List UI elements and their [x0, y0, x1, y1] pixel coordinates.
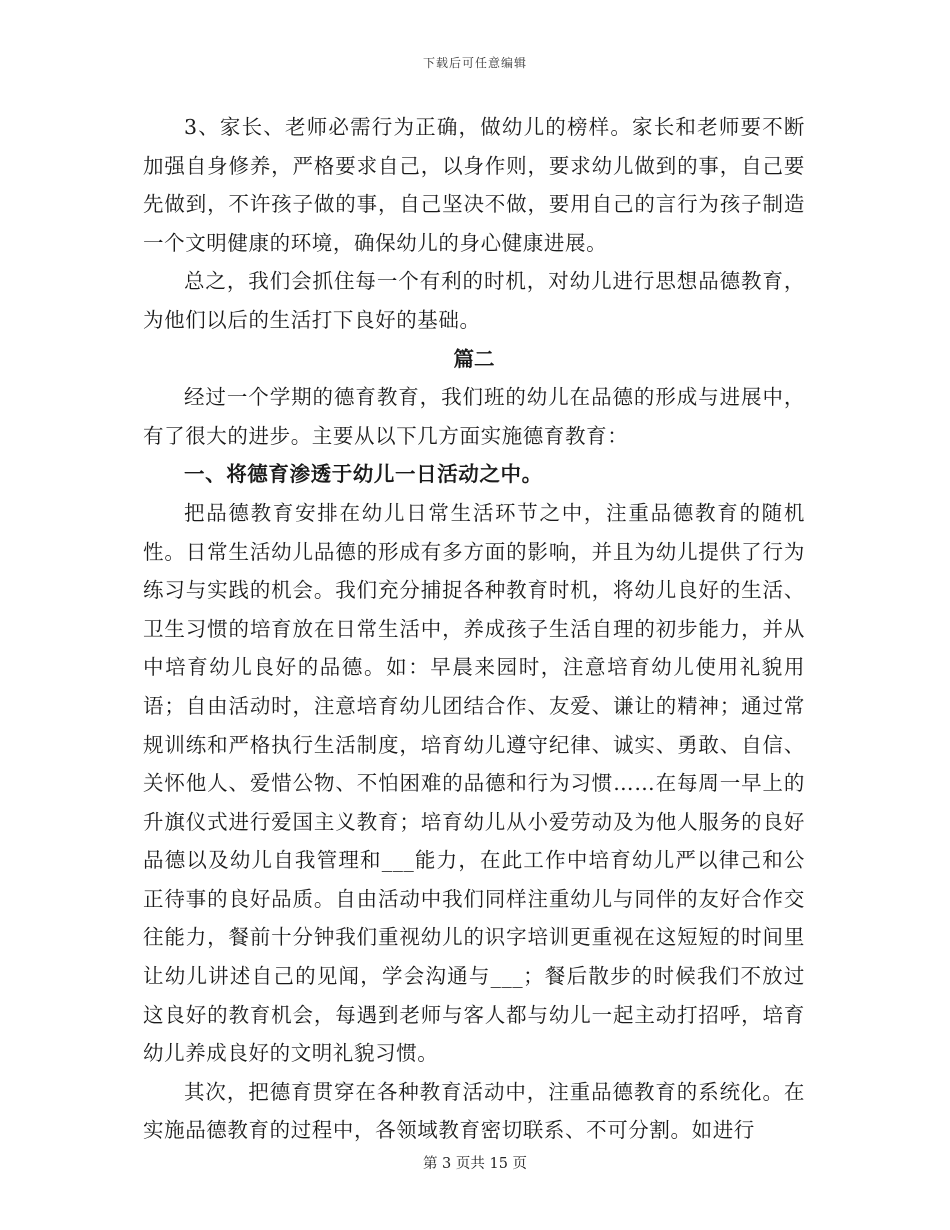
section-title: 篇二	[453, 346, 495, 371]
paragraph-education-activities: 其次，把德育贯穿在各种教育活动中，注重品德教育的系统化。在实施品德教育的过程中，各领域教育密切联系、不可分割。如进行	[143, 1079, 805, 1143]
subheading-daily-activities: 一、将德育渗透于幼儿一日活动之中。	[184, 462, 543, 487]
paragraph-daily-life-education: 把品德教育安排在幼儿日常生活环节之中，注重品德教育的随机性。日常生活幼儿品德的形成有多方面的影响，并且为幼儿提供了行为练习与实践的机会。我们充分捕捉各种教育时机，将幼儿良好的生活、卫生习惯的培育放在日常生活中，养成孩子生活自理的初步能力，并从中培育幼儿良好的品德。如：早晨来园时，注意培育幼儿使用礼貌用语；自由活动时，注意培育幼儿团结合作、友爱、谦让的精神；通过常规训练和严格执行生活制度，培育幼儿遵守纪律、诚实、勇敢、自信、关怀他人、爱惜公物、不怕困难的品德和行为习惯……在每周一早上的升旗仪式进行爱国主义教育；培育幼儿从小爱劳动及为他人服务的良好品德以及幼儿自我管理和___能力，在此工作中培育幼儿严以律己和公正待事的良好品质。自由活动中我们同样注重幼儿与同伴的友好合作交往能力，餐前十分钟我们重视幼儿的识字培训更重视在这短短的时间里让幼儿讲述自己的见闻，学会沟通与___；餐后散步的时候我们不放过这良好的教育机会，每遇到老师与客人都与幼儿一起主动打招呼，培育幼儿养成良好的文明礼貌习惯。	[143, 500, 805, 1066]
page-number: 第 3 页共 15 页	[422, 1156, 528, 1172]
page-header: 下载后可任意编辑	[422, 56, 527, 70]
document-body	[143, 108, 805, 1150]
paragraph-intro: 经过一个学期的德育教育，我们班的幼儿在品德的形成与进展中，有了很大的进步。主要从以下几方面实施德育教育：	[143, 385, 805, 448]
paragraph-parent-teacher-example: 3、家长、老师必需行为正确，做幼儿的榜样。家长和老师要不断加强自身修养，严格要求自己，以身作则，要求幼儿做到的事，自己要先做到，不许孩子做的事，自己坚决不做，要用自己的言行为孩子制造一个文明健康的环境，确保幼儿的身心健康进展。	[143, 115, 805, 255]
paragraph-summary: 总之，我们会抓住每一个有利的时机，对幼儿进行思想品德教育，为他们以后的生活打下良好的基础。	[143, 269, 805, 332]
